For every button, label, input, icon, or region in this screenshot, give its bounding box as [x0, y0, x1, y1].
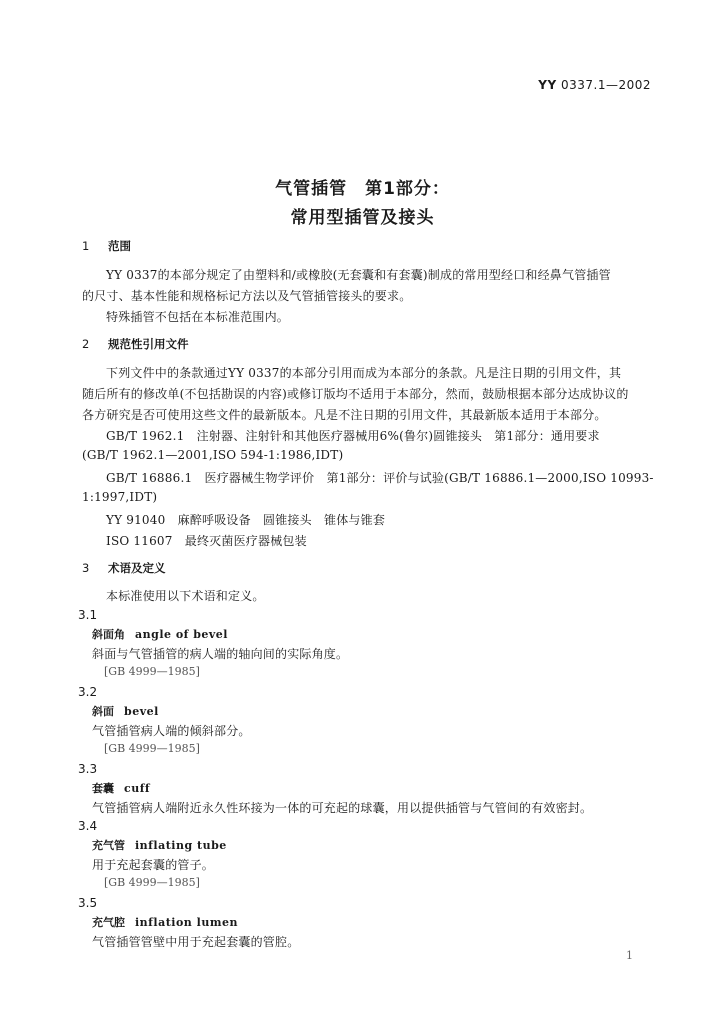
reference-2-line-2: 1:1997,IDT): [82, 490, 158, 504]
term-source: [GB 4999—1985]: [104, 742, 200, 755]
reference-3: YY 91040 麻醉呼吸设备 圆锥接头 锥体与锥套: [106, 513, 386, 527]
section-heading-scope: [82, 238, 131, 254]
term-definition: 气管插管管壁中用于充起套囊的管腔。: [92, 935, 300, 949]
term-heading: [92, 837, 227, 853]
normative-intro-line-3: 各方研究是否可使用这些文件的最新版本。凡是不注日期的引用文件，其最新版本适用于本部分。: [82, 408, 607, 422]
terms-intro: 本标准使用以下术语和定义。: [106, 589, 265, 603]
reference-4: ISO 11607 最终灭菌医疗器械包装: [106, 534, 307, 548]
term-en: inflating tube: [135, 839, 227, 852]
term-heading: [92, 780, 150, 796]
title-line-1: 气管插管 第1部分：: [275, 179, 450, 199]
term-definition: 斜面与气管插管的病人端的轴向间的实际角度。: [92, 647, 349, 661]
term-number: 3.2: [78, 685, 98, 699]
normative-intro-line-2: 随后所有的修改单(不包括勘误的内容)或修订版均不适用于本部分，然而，鼓励根据本部分达成协议的: [82, 387, 629, 401]
term-definition: 气管插管病人端的倾斜部分。: [92, 724, 251, 738]
term-source: [GB 4999—1985]: [104, 665, 200, 678]
scope-paragraph-2: 特殊插管不包括在本标准范围内。: [106, 310, 290, 324]
term-definition: 用于充起套囊的管子。: [92, 858, 215, 872]
term-number: 3.3: [78, 762, 98, 776]
standard-code: 0337.1—2002: [560, 78, 651, 92]
section-title: 范围: [108, 239, 132, 253]
section-number: 2: [82, 337, 90, 351]
term-en: inflation lumen: [135, 916, 238, 929]
term-heading: [92, 626, 228, 642]
term-number: 3.4: [78, 819, 98, 833]
term-en: cuff: [124, 782, 151, 795]
reference-1-line-1: GB/T 1962.1 注射器、注射针和其他医疗器械用6%(鲁尔)圆锥接头 第1部分：通用要求: [106, 429, 600, 443]
term-en: angle of bevel: [135, 628, 228, 641]
term-heading: [92, 914, 238, 930]
term-definition: 气管插管病人端附近永久性环接为一体的可充起的球囊，用以提供插管与气管间的有效密封。: [92, 801, 593, 815]
normative-intro-line-1: 下列文件中的条款通过YY 0337的本部分引用而成为本部分的条款。凡是注日期的引用文件，其: [106, 366, 622, 380]
term-zh: 充气管: [92, 839, 125, 852]
section-title: 规范性引用文件: [108, 337, 189, 351]
term-zh: 斜面角: [92, 628, 125, 641]
section-heading-normative: [82, 336, 189, 352]
scope-paragraph-line-1: YY 0337的本部分规定了由塑料和/或橡胶(无套囊和有套囊)制成的常用型经口和经鼻气管插管: [106, 268, 611, 282]
term-source: [GB 4999—1985]: [104, 876, 200, 889]
section-title: 术语及定义: [108, 561, 166, 575]
reference-2-line-1: GB/T 16886.1 医疗器械生物学评价 第1部分：评价与试验(GB/T 16886.1—2000,ISO 10993-: [106, 471, 654, 485]
scope-paragraph-line-2: 的尺寸、基本性能和规格标记方法以及气管插管接头的要求。: [82, 289, 412, 303]
term-zh: 充气腔: [92, 916, 125, 929]
term-en: bevel: [124, 705, 159, 718]
section-number: 1: [82, 239, 90, 253]
term-zh: 斜面: [92, 705, 114, 718]
section-heading-terms: [82, 560, 166, 576]
title-line-2: 常用型插管及接头: [290, 208, 435, 228]
standard-number: [538, 78, 651, 92]
page-number: 1: [626, 949, 633, 962]
section-number: 3: [82, 561, 90, 575]
term-number: 3.1: [78, 608, 98, 622]
term-number: 3.5: [78, 896, 98, 910]
reference-1-line-2: (GB/T 1962.1—2001,ISO 594-1:1986,IDT): [82, 448, 344, 462]
term-zh: 套囊: [92, 782, 114, 795]
term-heading: [92, 703, 159, 719]
standard-prefix: YY: [538, 78, 557, 92]
